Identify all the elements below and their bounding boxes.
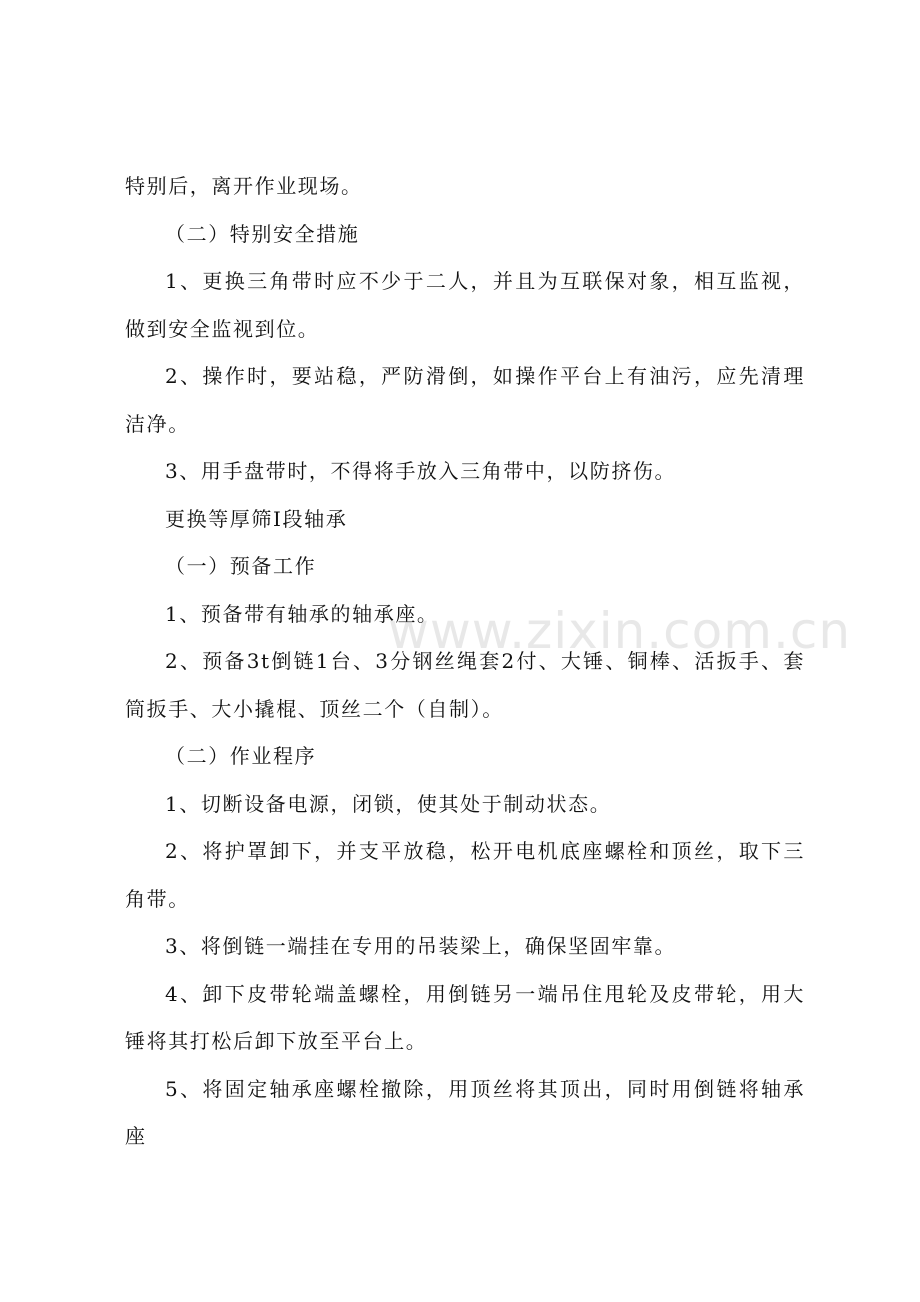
paragraph-procedure-1: 1、切断设备电源，闭锁，使其处于制动状态。 (165, 791, 612, 816)
paragraph-procedure-5: 5、将固定轴承座螺栓撤除，用顶丝将其顶出，同时用倒链将轴承座 (125, 1076, 805, 1148)
section-heading-safety-measures: （二）特别安全措施 (165, 221, 360, 246)
section-heading-procedure: （二）作业程序 (165, 744, 317, 768)
section-title-bearing-replacement: 更换等厚筛Ⅰ段轴承 (165, 506, 348, 531)
paragraph-procedure-4: 4、卸下皮带轮端盖螺栓，用倒链另一端吊住甩轮及皮带轮，用大锤将其打松后卸下放至平台上。 (125, 981, 805, 1053)
paragraph-safety-3: 3、用手盘带时，不得将手放入三角带中，以防挤伤。 (165, 459, 677, 483)
paragraph-procedure-2: 2、将护罩卸下，并支平放稳，松开电机底座螺栓和顶丝，取下三角带。 (125, 839, 805, 911)
document-body (125, 163, 805, 1161)
paragraph-preparation-1: 1、预备带有轴承的轴承座。 (165, 601, 439, 626)
watermark-text: www.zixin.com.cn (388, 602, 852, 660)
paragraph-preparation-2: 2、预备3t倒链1台、3分钢丝绳套2付、大锤、铜棒、活扳手、套筒扳手、大小撬棍、顶丝二个（自制）。 (125, 649, 805, 721)
section-heading-preparation: （一）预备工作 (165, 554, 317, 578)
paragraph-continuation: 特别后，离开作业现场。 (125, 174, 363, 198)
paragraph-procedure-3: 3、将倒链一端挂在专用的吊装梁上，确保坚固牢靠。 (165, 934, 677, 958)
paragraph-safety-2: 2、操作时，要站稳，严防滑倒，如操作平台上有油污，应先清理洁净。 (125, 364, 805, 436)
paragraph-safety-1: 1、更换三角带时应不少于二人，并且为互联保对象，相互监视，做到安全监视到位。 (125, 269, 805, 341)
